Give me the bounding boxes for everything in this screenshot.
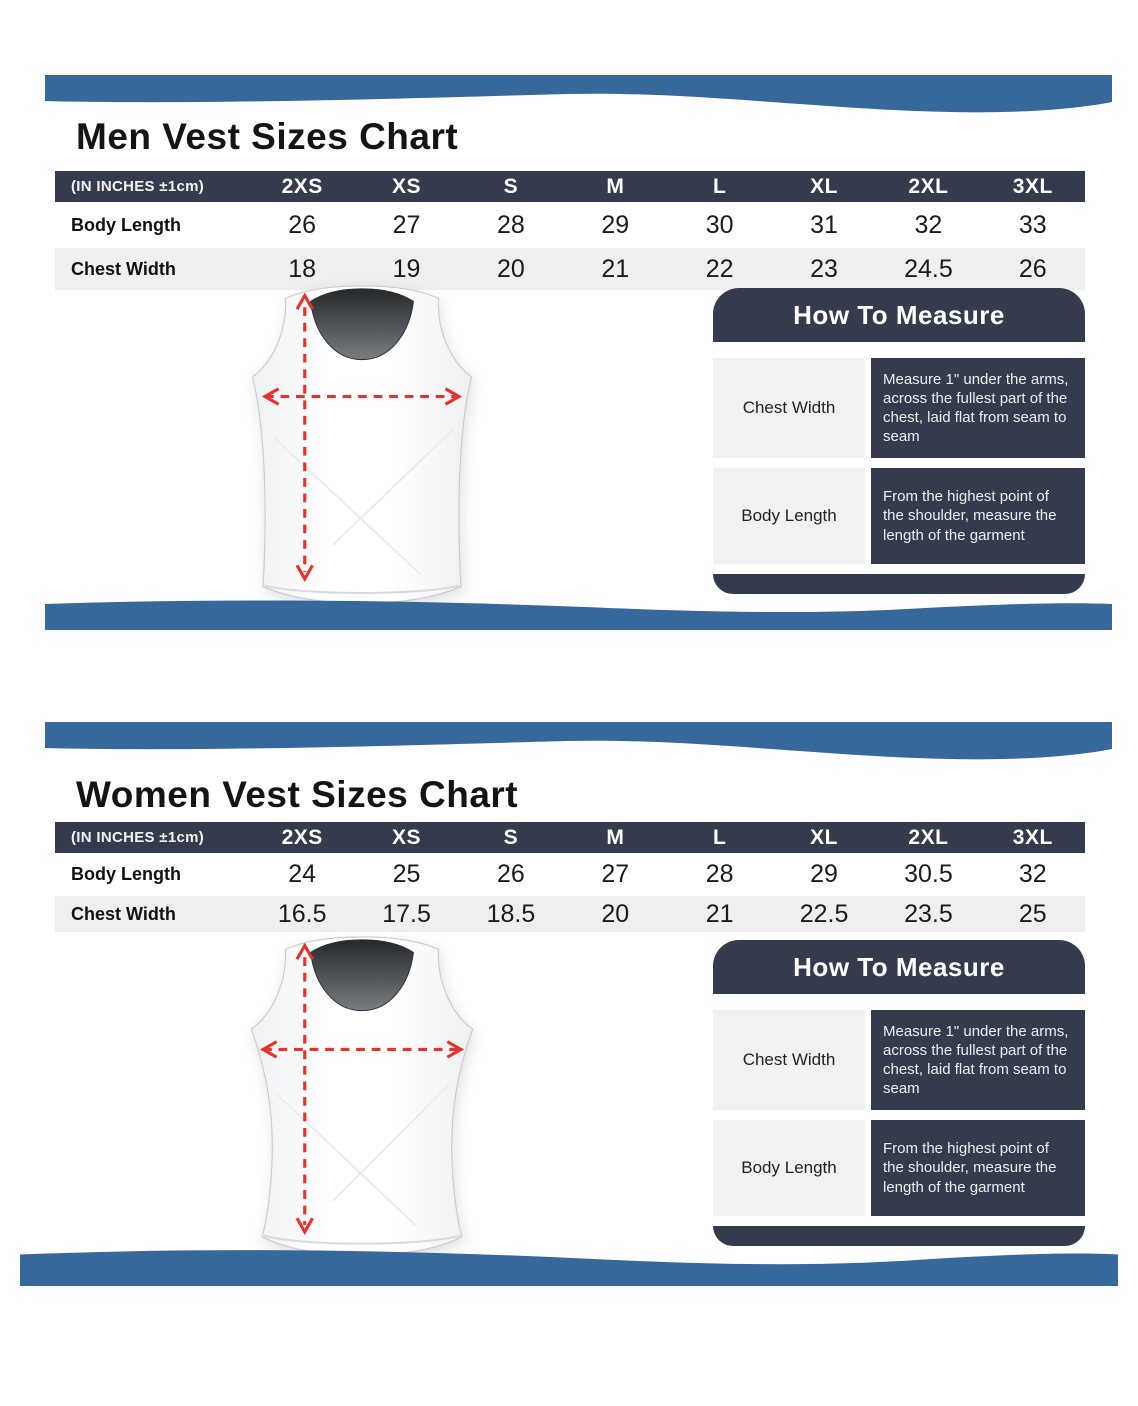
men-col-xl: XL: [810, 174, 838, 198]
women-col-xl: XL: [810, 825, 838, 849]
wave-divider-top: [45, 75, 1112, 115]
wave-shape: [45, 722, 1112, 759]
men-col-m: M: [606, 174, 625, 198]
table-cell: 31: [810, 210, 838, 239]
table-cell: 18: [288, 254, 317, 283]
table-cell: 24: [288, 860, 317, 888]
table-cell: 28: [497, 210, 525, 239]
table-cell: 18.5: [486, 899, 536, 928]
panel-footer-bar: [713, 574, 1085, 594]
women-chart-title: Women Vest Sizes Chart: [76, 774, 519, 815]
table-cell: 26: [288, 210, 317, 239]
women-col-xs: XS: [392, 825, 422, 849]
measure-item-description: From the highest point of the shoulder, measure the length of the garment: [871, 1120, 1085, 1216]
men-unit-label: (IN INCHES ±1cm): [71, 178, 205, 195]
women-col-3xl: 3XL: [1012, 825, 1053, 849]
men-vest-illustration: [212, 283, 512, 608]
men-section: [0, 75, 1138, 635]
men-chart-title: Men Vest Sizes Chart: [76, 116, 459, 157]
measure-item-label: Chest Width: [713, 1010, 865, 1110]
measure-item-label: Chest Width: [713, 358, 865, 458]
men-col-3xl: 3XL: [1012, 174, 1053, 198]
measure-item-body-length: [713, 1120, 1085, 1216]
measure-item-body-length: [713, 468, 1085, 564]
vest-graphic: [212, 283, 512, 608]
table-cell: 23: [810, 254, 838, 283]
table-cell: 30: [705, 210, 734, 239]
table-cell: 20: [601, 899, 630, 928]
table-cell: 17.5: [382, 899, 431, 928]
table-cell: 27: [601, 860, 630, 888]
table-cell: 25: [1018, 899, 1047, 928]
women-table-header-row: [55, 822, 1085, 853]
women-col-2xs: 2XS: [281, 825, 323, 849]
table-cell: 22: [705, 254, 734, 283]
table-cell: 25: [392, 860, 421, 888]
women-section: [0, 722, 1138, 1292]
table-cell: 16.5: [277, 899, 327, 928]
table-cell: 30.5: [904, 860, 953, 888]
table-cell: 32: [1018, 860, 1047, 888]
row-label: Body Length: [71, 864, 181, 884]
women-size-table: [55, 822, 1085, 932]
measure-item-label: Body Length: [713, 468, 865, 564]
men-col-xs: XS: [392, 174, 422, 198]
measure-item-label: Body Length: [713, 1120, 865, 1216]
table-cell: 29: [601, 210, 630, 239]
women-how-to-measure-panel: [713, 940, 1085, 1246]
measure-item-description: Measure 1" under the arms, across the fullest part of the chest, laid flat from seam to seam: [871, 1010, 1085, 1110]
table-cell: 26: [1018, 254, 1047, 283]
measure-item-description: From the highest point of the shoulder, measure the length of the garment: [871, 468, 1085, 564]
how-to-measure-title: How To Measure: [713, 940, 1085, 994]
row-label: Body Length: [71, 214, 181, 235]
table-cell: 21: [705, 899, 734, 928]
men-chest-width-row: [55, 248, 1085, 290]
women-col-2xl: 2XL: [908, 825, 949, 849]
men-size-table: [55, 171, 1085, 290]
women-unit-label: (IN INCHES ±1cm): [71, 829, 205, 846]
table-cell: 28: [705, 860, 734, 888]
table-cell: 19: [392, 254, 421, 283]
men-col-s: S: [503, 174, 519, 198]
women-col-l: L: [713, 825, 727, 849]
women-body-length-row: [55, 853, 1085, 896]
table-cell: 22.5: [799, 899, 849, 928]
women-col-s: S: [503, 825, 519, 849]
table-cell: 26: [497, 860, 525, 888]
men-how-to-measure-panel: [713, 288, 1085, 594]
table-cell: 24.5: [904, 254, 953, 283]
how-to-measure-title: How To Measure: [713, 288, 1085, 342]
table-cell: 27: [392, 210, 421, 239]
table-cell: 23.5: [904, 899, 953, 928]
men-body-length-row: [55, 202, 1085, 248]
row-label: Chest Width: [71, 903, 176, 924]
measure-item-chest-width: [713, 358, 1085, 458]
table-cell: 29: [810, 860, 838, 888]
wave-shape: [20, 1250, 1118, 1286]
men-col-2xs: 2XS: [281, 174, 323, 198]
table-cell: 33: [1018, 210, 1047, 239]
women-vest-illustration: [212, 934, 512, 1259]
wave-divider-top: [45, 722, 1112, 762]
wave-divider-bottom: [45, 597, 1112, 630]
men-col-l: L: [713, 174, 727, 198]
men-col-2xl: 2XL: [908, 174, 949, 198]
measure-item-description: Measure 1" under the arms, across the fullest part of the chest, laid flat from seam to seam: [871, 358, 1085, 458]
wave-shape: [45, 75, 1112, 112]
wave-divider-bottom: [20, 1246, 1118, 1286]
women-chest-width-row: [55, 896, 1085, 932]
row-label: Chest Width: [71, 258, 176, 279]
women-col-m: M: [606, 825, 625, 849]
table-cell: 20: [497, 254, 525, 283]
vest-graphic: [212, 934, 512, 1259]
measure-item-chest-width: [713, 1010, 1085, 1110]
table-cell: 21: [601, 254, 630, 283]
wave-shape: [45, 600, 1112, 630]
panel-footer-bar: [713, 1226, 1085, 1246]
table-cell: 32: [914, 210, 943, 239]
men-table-header-row: [55, 171, 1085, 202]
